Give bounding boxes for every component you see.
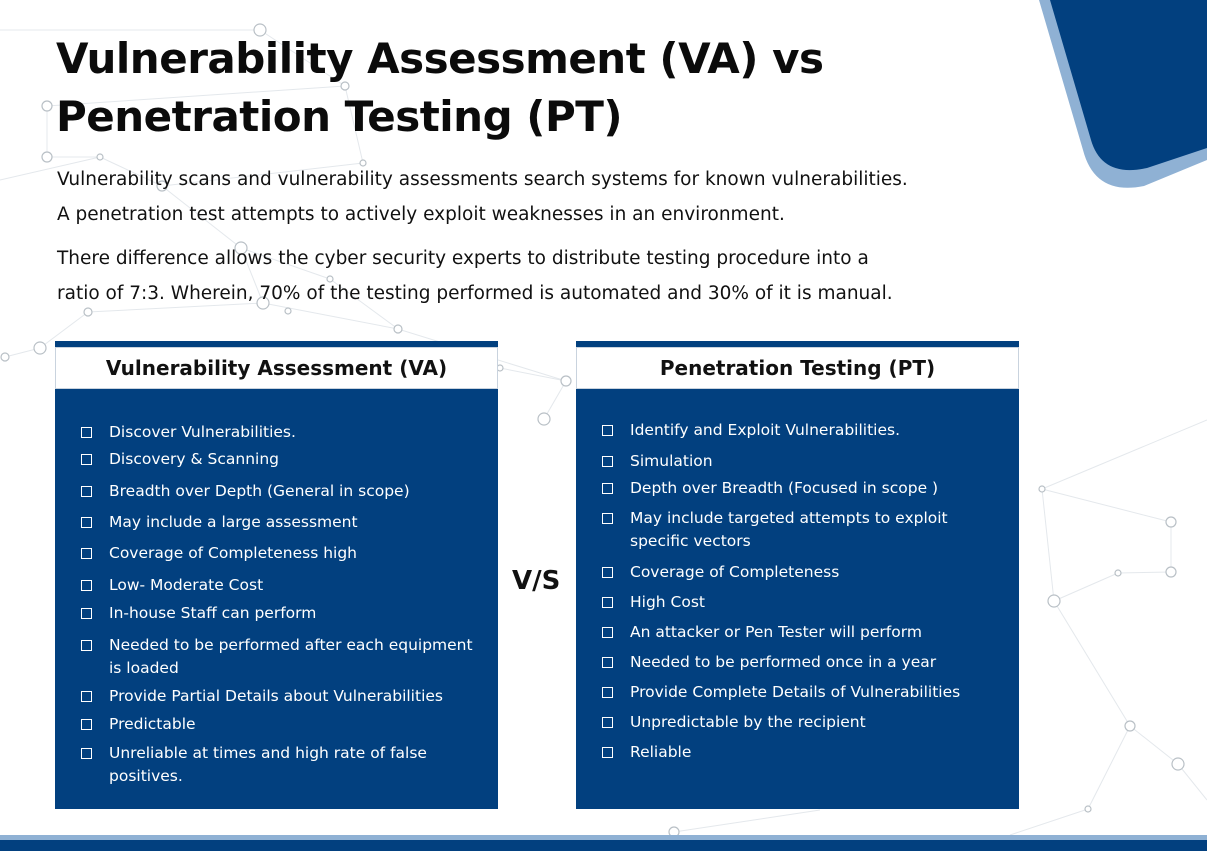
versus-label: V/S bbox=[512, 566, 561, 596]
item-text: Breadth over Depth (General in scope) bbox=[109, 482, 410, 500]
square-checkbox-icon bbox=[602, 627, 613, 638]
square-checkbox-icon bbox=[602, 425, 613, 436]
item-text: May include targeted attempts to exploit specific vectors bbox=[630, 509, 948, 550]
square-checkbox-icon bbox=[602, 747, 613, 758]
list-item bbox=[81, 713, 481, 736]
item-text: Coverage of Completeness bbox=[630, 563, 840, 581]
item-text: Needed to be performed after each equipment is loaded bbox=[109, 636, 473, 677]
list-item bbox=[81, 511, 481, 534]
item-text: Discover Vulnerabilities. bbox=[109, 423, 296, 441]
footer-bar bbox=[0, 835, 1207, 851]
square-checkbox-icon bbox=[81, 486, 92, 497]
square-checkbox-icon bbox=[81, 454, 92, 465]
list-item bbox=[602, 450, 1002, 473]
corner-decoration bbox=[1017, 0, 1207, 190]
list-item bbox=[602, 621, 1002, 644]
list-item bbox=[602, 651, 1002, 674]
list-item bbox=[81, 602, 481, 625]
pt-heading: Penetration Testing (PT) bbox=[576, 347, 1019, 389]
intro-line: Vulnerability scans and vulnerability assessments search systems for known vulnerabilities. bbox=[57, 169, 908, 190]
list-item bbox=[602, 711, 1002, 734]
list-item bbox=[81, 421, 481, 444]
list-item bbox=[81, 480, 481, 503]
intro-line: ratio of 7:3. Wherein, 70% of the testing performed is automated and 30% of it is manual. bbox=[57, 283, 893, 304]
square-checkbox-icon bbox=[81, 640, 92, 651]
va-heading: Vulnerability Assessment (VA) bbox=[55, 347, 498, 389]
item-text: High Cost bbox=[630, 593, 706, 611]
square-checkbox-icon bbox=[602, 687, 613, 698]
square-checkbox-icon bbox=[602, 456, 613, 467]
item-text: May include a large assessment bbox=[109, 513, 358, 531]
list-item bbox=[602, 419, 1002, 442]
item-text: Provide Complete Details of Vulnerabilities bbox=[630, 683, 961, 701]
intro-paragraph-1 bbox=[57, 162, 908, 232]
square-checkbox-icon bbox=[602, 483, 613, 494]
item-text: Unreliable at times and high rate of false positives. bbox=[109, 744, 427, 785]
pt-item-list bbox=[576, 341, 1019, 809]
pt-panel bbox=[576, 341, 1019, 809]
item-text: Identify and Exploit Vulnerabilities. bbox=[630, 421, 901, 439]
list-item bbox=[81, 542, 481, 565]
item-text: Discovery & Scanning bbox=[109, 450, 279, 468]
list-item bbox=[602, 477, 1002, 500]
list-item bbox=[81, 742, 481, 788]
list-item bbox=[81, 574, 481, 597]
square-checkbox-icon bbox=[602, 513, 613, 524]
item-text: Needed to be performed once in a year bbox=[630, 653, 937, 671]
title-line-1: Vulnerability Assessment (VA) vs bbox=[56, 34, 824, 83]
square-checkbox-icon bbox=[81, 691, 92, 702]
item-text: Simulation bbox=[630, 452, 713, 470]
square-checkbox-icon bbox=[81, 608, 92, 619]
title-line-2: Penetration Testing (PT) bbox=[56, 92, 623, 141]
list-item bbox=[602, 561, 1002, 584]
square-checkbox-icon bbox=[602, 717, 613, 728]
list-item bbox=[602, 591, 1002, 614]
square-checkbox-icon bbox=[602, 657, 613, 668]
item-text: Depth over Breadth (Focused in scope ) bbox=[630, 479, 939, 497]
item-text: In-house Staff can perform bbox=[109, 604, 317, 622]
list-item bbox=[602, 507, 1002, 553]
square-checkbox-icon bbox=[81, 548, 92, 559]
intro-paragraph-2 bbox=[57, 241, 893, 311]
square-checkbox-icon bbox=[81, 719, 92, 730]
va-panel bbox=[55, 341, 498, 809]
item-text: Reliable bbox=[630, 743, 692, 761]
list-item bbox=[81, 685, 481, 708]
intro-line: There difference allows the cyber security experts to distribute testing procedure into a bbox=[57, 248, 869, 269]
list-item bbox=[81, 634, 481, 680]
square-checkbox-icon bbox=[602, 597, 613, 608]
list-item bbox=[81, 448, 481, 471]
list-item bbox=[602, 681, 1002, 704]
item-text: Predictable bbox=[109, 715, 196, 733]
item-text: An attacker or Pen Tester will perform bbox=[630, 623, 922, 641]
square-checkbox-icon bbox=[81, 580, 92, 591]
page-title bbox=[56, 30, 823, 146]
square-checkbox-icon bbox=[81, 517, 92, 528]
intro-line: A penetration test attempts to actively exploit weaknesses in an environment. bbox=[57, 204, 785, 225]
list-item bbox=[602, 741, 1002, 764]
item-text: Low- Moderate Cost bbox=[109, 576, 264, 594]
item-text: Coverage of Completeness high bbox=[109, 544, 357, 562]
square-checkbox-icon bbox=[81, 427, 92, 438]
item-text: Provide Partial Details about Vulnerabilities bbox=[109, 687, 443, 705]
va-item-list bbox=[55, 341, 498, 809]
square-checkbox-icon bbox=[602, 567, 613, 578]
square-checkbox-icon bbox=[81, 748, 92, 759]
item-text: Unpredictable by the recipient bbox=[630, 713, 866, 731]
